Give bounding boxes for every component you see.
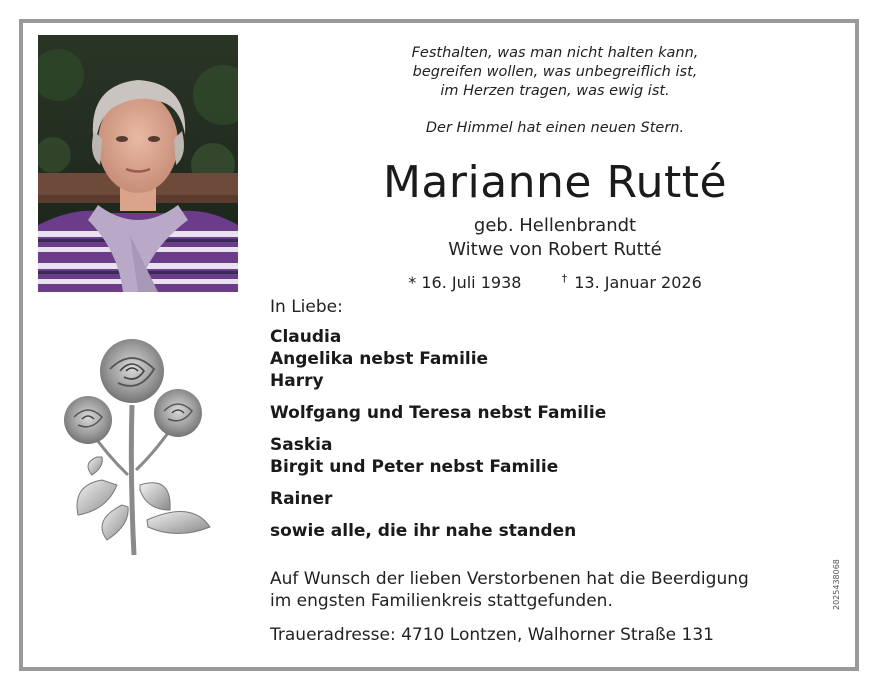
- birth-symbol: *: [408, 273, 417, 292]
- mourner-name: Birgit und Peter nebst Familie: [270, 457, 559, 477]
- mourner-name: Rainer: [270, 489, 333, 509]
- mourners-closing: sowie alle, die ihr nahe standen: [270, 521, 577, 541]
- mourner-name: Saskia: [270, 435, 333, 455]
- verse-line: im Herzen tragen, was ewig ist.: [440, 83, 670, 99]
- death-date: 13. Januar 2026: [574, 273, 702, 292]
- life-dates: [300, 268, 810, 294]
- document-id: 2025438068: [832, 559, 841, 610]
- birth-name: geb. Hellenbrandt: [473, 215, 637, 236]
- mourner-name: Claudia: [270, 327, 342, 347]
- mourner-name: Angelika nebst Familie: [270, 349, 489, 369]
- funeral-notice: im engsten Familienkreis stattgefunden.: [270, 591, 613, 611]
- death-symbol: †: [561, 272, 568, 285]
- mourner-name: Wolfgang und Teresa nebst Familie: [270, 403, 607, 423]
- mourning-address: Traueradresse: 4710 Lontzen, Walhorner Straße 131: [270, 625, 714, 645]
- widow-of: Witwe von Robert Rutté: [448, 239, 662, 260]
- mourners-intro: In Liebe:: [270, 297, 343, 317]
- deceased-name: Marianne Rutté: [382, 157, 728, 208]
- verse-line: Der Himmel hat einen neuen Stern.: [425, 120, 685, 136]
- portrait-photo: [38, 35, 238, 292]
- birth-date: 16. Juli 1938: [421, 273, 522, 292]
- verse-line: begreifen wollen, was unbegreiflich ist,: [412, 64, 698, 80]
- rose-icon: [62, 335, 212, 557]
- mourner-name: Harry: [270, 371, 324, 391]
- funeral-notice: Auf Wunsch der lieben Verstorbenen hat die Beerdigung: [270, 569, 749, 589]
- verse-line: Festhalten, was man nicht halten kann,: [411, 45, 699, 61]
